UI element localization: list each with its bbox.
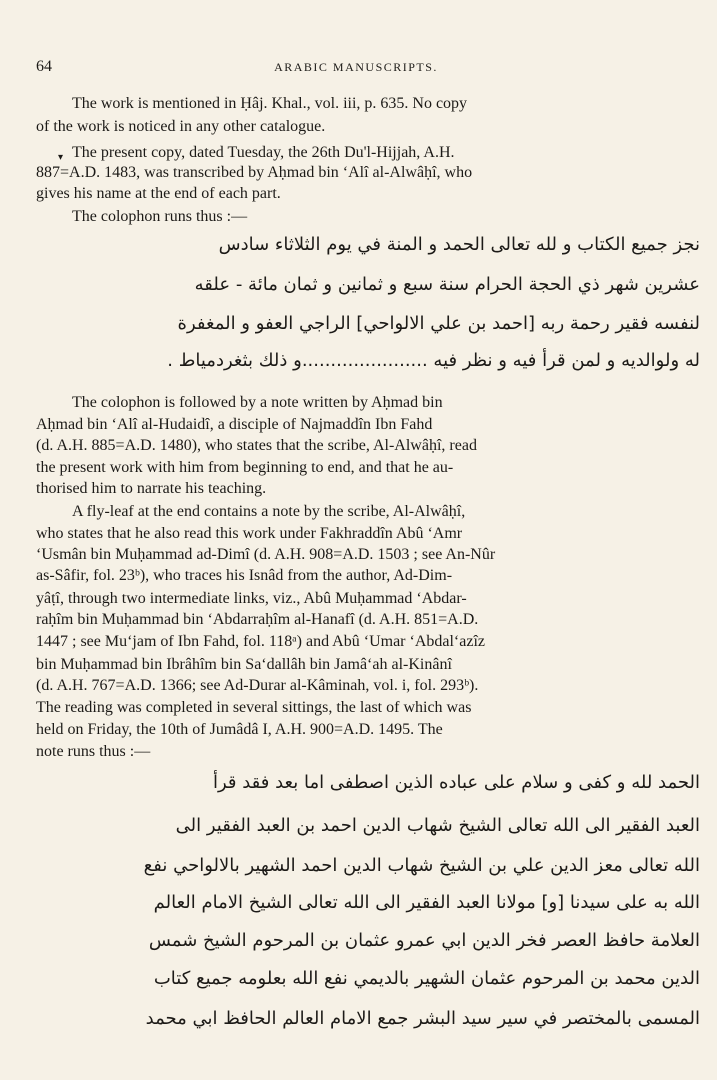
text-line: raḥîm bin Muḥammad bin ʻAbdarraḥîm al-Hanafî (d. A.H. 851=A.D. bbox=[36, 611, 479, 628]
text-line: gives his name at the end of each part. bbox=[36, 185, 281, 202]
text-line: bin Muḥammad bin Ibrâhîm bin Saʻdallâh bin Jamâʻah al-Kinânî bbox=[36, 656, 452, 673]
arabic-line: عشرين شهر ذي الحجة الحرام سنة سبع و ثمانين و ثمان مائة - علقه bbox=[194, 274, 700, 295]
text-line: thorised him to narrate his teaching. bbox=[36, 480, 267, 497]
text-line: Aḥmad bin ʻAlî al-Hudaidî, a disciple of Najmaddîn Ibn Fahd bbox=[36, 416, 433, 433]
arabic-line: نجز جميع الكتاب و لله تعالى الحمد و المنة في يوم الثلاثاء سادس bbox=[218, 234, 700, 255]
arabic-line: المسمى بالمختصر في سير سيد البشر جمع الامام العالم الحافظ ابي محمد bbox=[145, 1008, 700, 1029]
text-line: 887=A.D. 1483, was transcribed by Aḥmad bin ʻAlî al-Alwâḥî, who bbox=[36, 164, 473, 181]
text-line: 1447 ; see Muʻjam of Ibn Fahd, fol. 118ᵃ) and Abû ʻUmar ʻAbdalʻazîz bbox=[36, 633, 485, 650]
page-number: 64 bbox=[36, 58, 52, 75]
arabic-line: الحمد لله و كفى و سلام على عباده الذين اصطفى اما بعد فقد قرأ bbox=[212, 772, 700, 793]
colophon-intro: The colophon runs thus :— bbox=[72, 208, 248, 225]
arabic-line: الله تعالى معز الدين علي بن الشيخ شهاب الدين احمد الشهير بالالواحي نفع bbox=[143, 855, 700, 876]
text-line: the present work with him from beginning to end, and that he au- bbox=[36, 459, 454, 476]
arabic-line: العبد الفقير الى الله تعالى الشيخ شهاب الدين احمد بن العبد الفقير الى bbox=[175, 815, 700, 836]
text-line: The present copy, dated Tuesday, the 26th Du'l-Hijjah, A.H. bbox=[72, 144, 455, 161]
text-line: The work is mentioned in Ḥâj. Khal., vol. iii, p. 635. No copy bbox=[72, 95, 468, 112]
text-line: The reading was completed in several sittings, the last of which was bbox=[36, 699, 472, 716]
arabic-line: له ولوالديه و لمن قرأ فيه و نظر فيه ......................و ذلك بثغردمياط . bbox=[167, 350, 700, 371]
text-line: of the work is noticed in any other catalogue. bbox=[36, 118, 326, 135]
text-line: (d. A.H. 885=A.D. 1480), who states that the scribe, Al-Alwâḥî, read bbox=[36, 437, 477, 454]
text-line: note runs thus :— bbox=[36, 743, 151, 760]
text-line: yâṭî, through two intermediate links, viz., Abû Muḥammad ʻAbdar- bbox=[36, 590, 467, 607]
text-line: A fly-leaf at the end contains a note by the scribe, Al-Alwâḥî, bbox=[72, 503, 466, 520]
text-line: as-Sâfir, fol. 23ᵇ), who traces his Isnâd from the author, Ad-Dim- bbox=[36, 567, 453, 584]
arabic-line: الله به على سيدنا [و] مولانا العبد الفقير الى الله تعالى الشيخ الامام العالم bbox=[153, 892, 700, 913]
text-line: who states that he also read this work under Fakhraddîn Abû ʻAmr bbox=[36, 525, 463, 542]
arabic-line: العلامة حافظ العصر فخر الدين ابي عمرو عثمان بن المرحوم الشيخ شمس bbox=[148, 930, 700, 951]
arabic-line: الدين محمد بن المرحوم عثمان الشهير بالديمي نفع الله بعلومه جميع كتاب bbox=[153, 968, 700, 989]
text-line: held on Friday, the 10th of Jumâdâ I, A.H. 900=A.D. 1495. The bbox=[36, 721, 443, 738]
text-line: (d. A.H. 767=A.D. 1366; see Ad-Durar al-Kâminah, vol. i, fol. 293ᵇ). bbox=[36, 677, 479, 694]
page-header bbox=[36, 58, 676, 80]
text-line: The colophon is followed by a note written by Aḥmad bin bbox=[72, 394, 443, 411]
arabic-line: لنفسه فقير رحمة ربه [احمد بن علي الالواحي] الراجي العفو و المغفرة bbox=[177, 313, 700, 334]
text-line: ʻUsmân bin Muḥammad ad-Dimî (d. A.H. 908=A.D. 1503 ; see An-Nûr bbox=[36, 546, 496, 563]
running-title: ARABIC MANUSCRIPTS. bbox=[274, 60, 438, 74]
ink-mark: ▾ bbox=[58, 152, 64, 163]
